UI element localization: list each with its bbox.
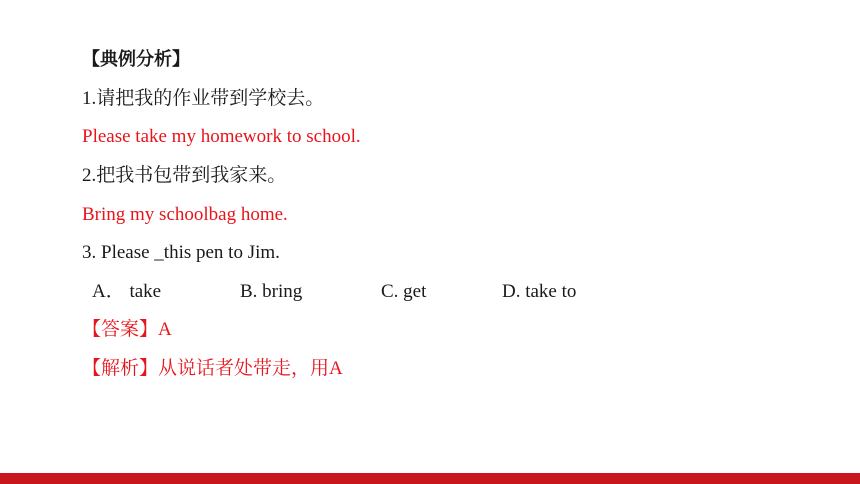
question-1-answer: Please take my homework to school. [82,126,361,147]
explanation-line: 【解析】从说话者处带走，用A [82,358,343,379]
option-a: A． take [92,281,162,302]
question-1-prompt: 1.请把我的作业带到学校去。 [82,88,325,109]
option-b: B. bring [240,281,303,302]
question-3-prompt: 3. Please _this pen to Jim. [82,242,280,263]
question-2-answer: Bring my schoolbag home. [82,204,288,225]
option-c: C. get [381,281,427,302]
option-d: D. take to [502,281,577,302]
bottom-accent-bar [0,473,860,484]
answer-line: 【答案】A [82,319,172,340]
question-2-prompt: 2.把我书包带到我家来。 [82,165,287,186]
section-title: 【典例分析】 [82,49,190,70]
